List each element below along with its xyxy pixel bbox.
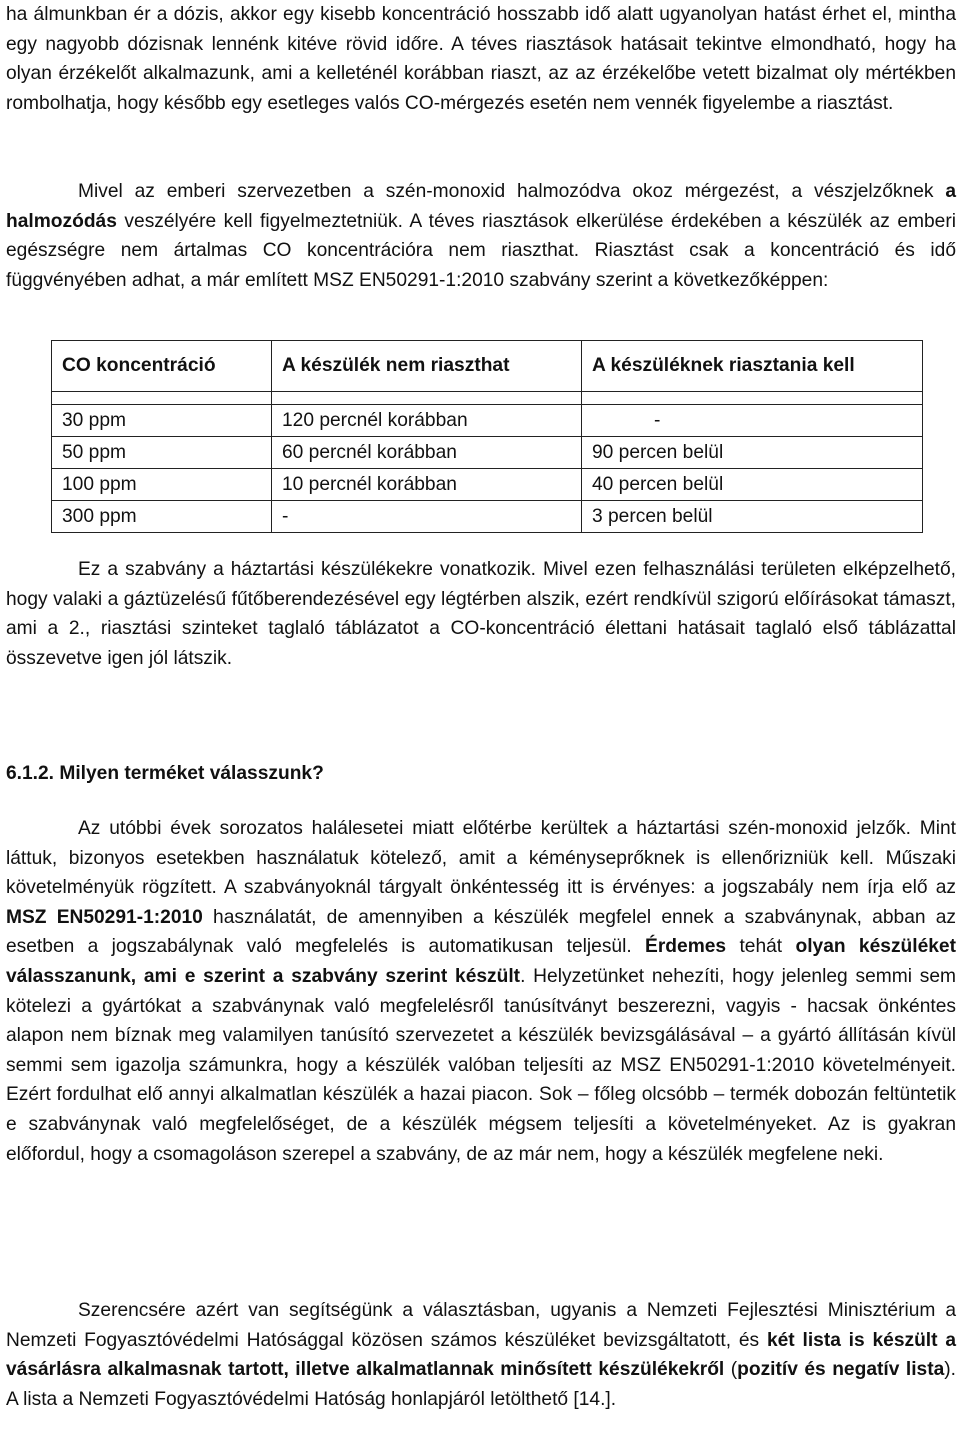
bold-text: a halmozódás: [6, 181, 956, 232]
table-spacer-row: [52, 392, 923, 405]
section-heading: 6.1.2. Milyen terméket válasszunk?: [6, 763, 324, 784]
table-cell: 60 percnél korábban: [272, 437, 582, 469]
table-header-cell: A készüléknek riasztania kell: [582, 341, 923, 392]
paragraph-text: Ez a szabvány a háztartási készülékekre vonatkozik. Mivel ezen felhasználási területen elképzelhető, hogy valaki a gáztüzelésű fűtőberendezésével egy légtérben alszik, ezért rendkívül szigorú előírásokat támaszt, ami a 2., riasztási szinteket taglaló táblázatot a CO-koncentráció élettani hatásait taglaló első táblázattal összevetve igen jól látszik.: [6, 559, 956, 669]
bold-text: MSZ EN50291-1:2010: [6, 906, 203, 928]
paragraph-text: . Helyzetünket nehezíti, hogy jelenleg semmi sem kötelezi a gyártókat a szabványnak való megfelelésről tanúsítványt beszerezni, vagyis - hacsak önkéntes alapon nem bíznak meg valamilyen tanúsító szervezetet a készülék bevizsgálásával – a gyártó állításán kívül semmi sem igazolja számunkra, hogy a készülék valóban teljesíti az MSZ EN50291-1:2010 követelményeit. Ezért fordulhat elő annyi alkalmatlan készülék a hazai piacon. Sok – főleg olcsóbb – termék dobozán feltüntetik e szabványnak való megfelelőséget, de a készülék mégsem teljesíti a követelményeket. Az is gyakran előfordul, hogy a csomagoláson szerepel a szabvány, de az már nem, hogy a készülék megfelene neki.: [6, 965, 957, 1165]
bold-text: olyan készüléket válasszanunk, ami e szerint a szabvány szerint készült: [6, 936, 956, 987]
alarm-threshold-table: [51, 340, 923, 533]
table-cell: 100 ppm: [52, 469, 272, 501]
paragraph-accumulation: [6, 177, 956, 295]
paragraph-text: Az utóbbi évek sorozatos halálesetei miatt előtérbe kerültek a háztartási szén-monoxid jelzők. Mint láttuk, bizonyos esetekben használatuk kötelező, amit a kéményseprőknek is ellenőrizniük kell. Műszaki követelményük rögzített. A szabványoknál tárgyalt önkéntesség itt is érvényes: a jogszabály nem írja elő az: [6, 818, 956, 899]
table-cell: 90 percen belül: [582, 437, 923, 469]
paragraph-lists: [6, 1296, 956, 1414]
paragraph-household-standard: [6, 555, 956, 673]
paragraph-text: használatát, de amennyiben a készülék megfelel ennek a szabványnak, abban az esetben a jogszabálynak való megfelelés is automatikusan teljesül.: [6, 906, 956, 958]
paragraph-text: (: [724, 1359, 738, 1381]
table-row: [52, 437, 923, 469]
paragraph-product-choice: [6, 814, 956, 1169]
table-cell: 40 percen belül: [582, 469, 923, 501]
paragraph-text: veszélyére kell figyelmeztetniük. A téves riasztások elkerülése érdekében a készülék az emberi egészségre nem ártalmas CO koncentrációra nem riaszthat. Riasztást csak a koncentráció és idő függvényében adhat, a már említett MSZ EN50291-1:2010 szabvány szerint a következőképpen:: [6, 210, 956, 291]
bold-text: Érdemes: [645, 936, 727, 958]
paragraph-text: ha álmunkban ér a dózis, akkor egy kisebb koncentráció hosszabb idő alatt ugyanolyan hatást érhet el, mintha egy nagyobb dózisnak lennénk kitéve rövid időre. A téves riasztások hatásait tekintve elmondható, hogy ha olyan érzékelőt alkalmazunk, ami a kelleténél korábban riaszt, az az érzékelőbe vetett bizalmat oly mértékben rombolhatja, hogy később egy esetleges valós CO-mérgezés esetén nem vennék figyelembe a riasztást.: [6, 4, 956, 114]
table-row: [52, 405, 923, 437]
paragraph-text: Mivel az emberi szervezetben a szén-monoxid halmozódva okoz mérgezést, a vészjelzőknek: [78, 181, 946, 202]
paragraph-text: Szerencsére azért van segítségünk a választásban, ugyanis a Nemzeti Fejlesztési Minisztérium a Nemzeti Fogyasztóvédelmi Hatósággal közösen számos készüléket bevizsgáltatott, és: [6, 1300, 956, 1351]
paragraph-dose-false-alarms: [6, 0, 956, 118]
bold-text: két lista is készült a vásárlásra alkalmasnak tartott, illetve alkalmatlannak minősített készülékekről: [6, 1329, 956, 1381]
table-header-cell: A készülék nem riaszthat: [272, 341, 582, 392]
bold-text: pozitív és negatív lista: [737, 1359, 945, 1381]
table-cell: 3 percen belül: [582, 501, 923, 533]
table-cell: 120 percnél korábban: [272, 405, 582, 437]
table-cell: 50 ppm: [52, 437, 272, 469]
table-cell: 10 percnél korábban: [272, 469, 582, 501]
table-cell: 300 ppm: [52, 501, 272, 533]
table-header-row: [52, 341, 923, 392]
table-header-cell: CO koncentráció: [52, 341, 272, 392]
table-cell: -: [582, 405, 923, 437]
table-row: [52, 469, 923, 501]
table-row: [52, 501, 923, 533]
paragraph-text: ). A lista a Nemzeti Fogyasztóvédelmi Hatóság honlapjáról letölthető [14.].: [6, 1359, 956, 1410]
table-cell: -: [272, 501, 582, 533]
table-cell: 30 ppm: [52, 405, 272, 437]
paragraph-text: tehát: [726, 936, 796, 958]
